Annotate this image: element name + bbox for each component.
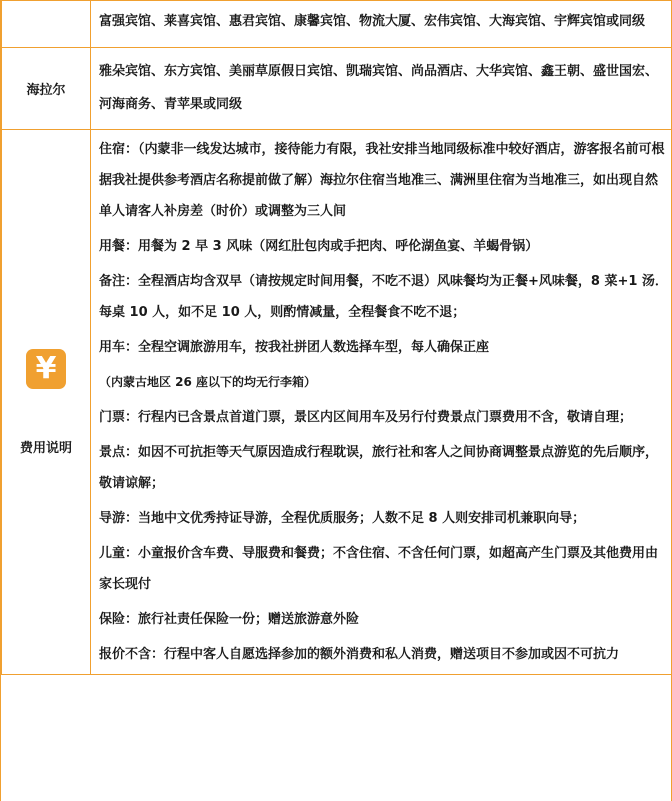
fees-content-cell — [91, 130, 672, 675]
city-label-hailaer: 海拉尔 — [2, 48, 91, 130]
fee-paragraph-luggage-note: （内蒙古地区 26 座以下的均无行李箱） — [99, 375, 317, 389]
fees-label: 费用说明 — [19, 440, 72, 456]
fee-paragraph-insurance: 保险：旅行社责任保险一份；赠送旅游意外险 — [99, 612, 360, 627]
row-label — [2, 1, 91, 48]
fee-paragraph-tickets: 门票：行程内已含景点首道门票，景区内区间用车及另行付费景点门票费用不含，敬请自理； — [99, 410, 633, 425]
yen-icon: ¥ — [26, 349, 66, 389]
fee-paragraph-transport: 用车：全程空调旅游用车，按我社拼团人数选择车型，每人确保正座 — [99, 340, 490, 355]
fee-paragraph-lodging: 住宿：（内蒙非一线发达城市，接待能力有限，我社安排当地同级标准中较好酒店，游客报名前可根据我社提供参考酒店名称提前做了解）海拉尔住宿当地准三、满洲里住宿为当地准三，如出现自然单人请客人补房差（时价）或调整为三人间 — [99, 142, 665, 219]
fee-paragraph-notes: 备注：全程酒店均含双早（请按规定时间用餐，不吃不退）风味餐均为正餐+风味餐，8 菜+1 汤．每桌 10 人，如不足 10 人，则酌情减量，全程餐食不吃不退； — [99, 274, 668, 320]
table-row — [2, 1, 672, 48]
hotel-list-cell: 雅朵宾馆、东方宾馆、美丽草原假日宾馆、凯瑞宾馆、尚品酒店、大华宾馆、鑫王朝、盛世国宏、河海商务、青苹果或同级 — [91, 48, 672, 130]
fee-paragraph-attractions: 景点：如因不可抗拒等天气原因造成行程耽误，旅行社和客人之间协商调整景点游览的先后顺序，敬请谅解； — [99, 445, 659, 491]
table-row — [2, 48, 672, 130]
fee-paragraph-guide: 导游：当地中文优秀持证导游，全程优质服务；人数不足 8 人则安排司机兼职向导； — [99, 511, 586, 526]
table-row — [2, 130, 672, 675]
fee-paragraph-children: 儿童：小童报价含车费、导服费和餐费；不含住宿、不含任何门票，如超高产生门票及其他费用由家长现付 — [99, 546, 659, 592]
fee-paragraph-exclusions: 报价不含：行程中客人自愿选择参加的额外消费和私人消费，赠送项目不参加或因不可抗力 — [99, 647, 620, 662]
fees-label-cell — [2, 130, 91, 675]
info-table — [1, 0, 672, 675]
hotel-list-cell: 富强宾馆、莱喜宾馆、惠君宾馆、康馨宾馆、物流大厦、宏伟宾馆、大海宾馆、宇辉宾馆或同级 — [91, 1, 672, 48]
fee-paragraph-meals: 用餐：用餐为 2 早 3 风味（网红肚包肉或手把肉、呼伦湖鱼宴、羊蝎骨锅） — [99, 239, 539, 254]
